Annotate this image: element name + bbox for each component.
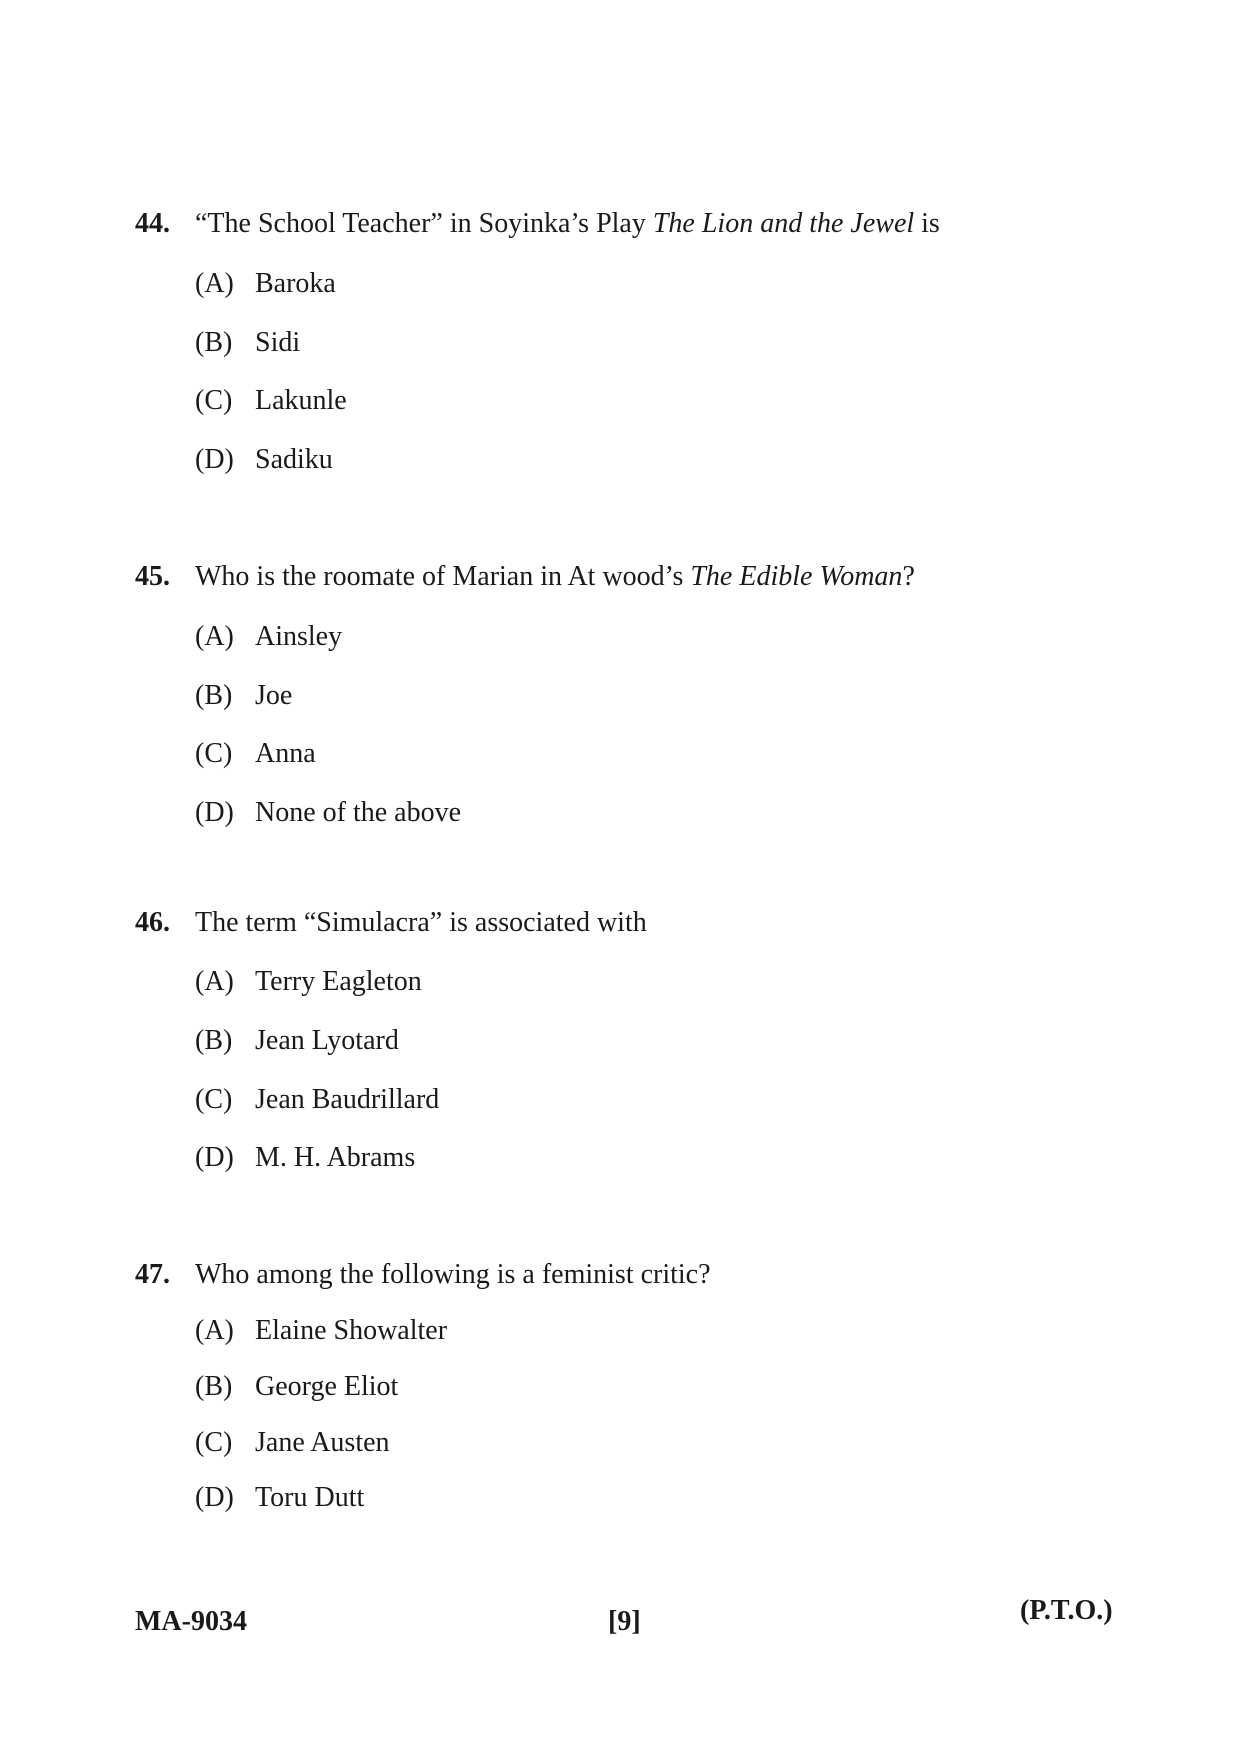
option-c — [195, 1083, 439, 1117]
question-44 — [135, 207, 1135, 475]
question-number: 46. — [135, 907, 170, 938]
option-label: (C) — [195, 1084, 233, 1115]
option-b — [195, 1024, 399, 1058]
question-number: 47. — [135, 1259, 170, 1290]
option-text: Baroka — [255, 268, 336, 299]
option-text: Terry Eagleton — [255, 966, 422, 997]
paper-code: MA-9034 — [135, 1606, 247, 1637]
option-d — [195, 443, 333, 477]
question-number: 44. — [135, 208, 170, 239]
option-label: (B) — [195, 327, 233, 358]
work-title: The Edible Woman — [690, 561, 903, 592]
option-text: Toru Dutt — [255, 1482, 365, 1513]
option-label: (A) — [195, 966, 234, 997]
question-text: The term “Simulacra” is associated with — [195, 907, 647, 938]
question-text-end: is — [914, 208, 940, 239]
option-b — [195, 1370, 398, 1404]
option-text: George Eliot — [255, 1371, 399, 1402]
question-text: Who is the roomate of Marian in At wood’s — [195, 561, 691, 592]
option-text: Sidi — [255, 327, 301, 358]
option-d — [195, 796, 461, 830]
page-number: [9] — [608, 1606, 641, 1637]
option-label: (B) — [195, 1371, 233, 1402]
option-label: (C) — [195, 738, 233, 769]
work-title: The Lion and the Jewel — [652, 208, 915, 239]
option-text: Anna — [255, 738, 316, 769]
option-c — [195, 384, 347, 418]
option-label: (A) — [195, 621, 234, 652]
option-a — [195, 620, 342, 654]
question-stem — [135, 207, 1135, 241]
option-label: (B) — [195, 680, 233, 711]
option-text: M. H. Abrams — [255, 1142, 416, 1173]
option-label: (A) — [195, 268, 234, 299]
option-text: Elaine Showalter — [255, 1315, 448, 1346]
option-text: Jean Lyotard — [255, 1025, 399, 1056]
option-text: Lakunle — [255, 385, 347, 416]
question-number: 45. — [135, 561, 170, 592]
question-45 — [135, 560, 1135, 828]
option-a — [195, 1314, 447, 1348]
option-label: (A) — [195, 1315, 234, 1346]
option-a — [195, 965, 422, 999]
option-label: (D) — [195, 1142, 234, 1173]
option-text: Sadiku — [255, 444, 333, 475]
question-text: “The School Teacher” in Soyinka’s Play — [195, 208, 653, 239]
option-label: (D) — [195, 797, 234, 828]
option-b — [195, 679, 292, 713]
option-text: Jean Baudrillard — [255, 1084, 440, 1115]
question-47 — [135, 1258, 1135, 1513]
option-label: (C) — [195, 1427, 233, 1458]
option-a — [195, 267, 336, 301]
option-text: Jane Austen — [255, 1427, 390, 1458]
option-c — [195, 737, 316, 771]
option-label: (D) — [195, 444, 234, 475]
question-stem — [135, 560, 1135, 594]
question-stem — [135, 906, 1135, 940]
option-text: None of the above — [255, 797, 462, 828]
option-c — [195, 1426, 390, 1460]
question-text: Who among the following is a feminist critic? — [195, 1259, 711, 1290]
question-text-end: ? — [902, 561, 915, 592]
question-stem — [135, 1258, 1135, 1292]
option-text: Ainsley — [255, 621, 343, 652]
option-label: (C) — [195, 385, 233, 416]
option-label: (D) — [195, 1482, 234, 1513]
option-text: Joe — [255, 680, 293, 711]
option-b — [195, 326, 300, 360]
option-d — [195, 1481, 364, 1515]
option-d — [195, 1141, 415, 1175]
question-46 — [135, 906, 1135, 1173]
option-label: (B) — [195, 1025, 233, 1056]
please-turn-over: (P.T.O.) — [1020, 1595, 1113, 1626]
